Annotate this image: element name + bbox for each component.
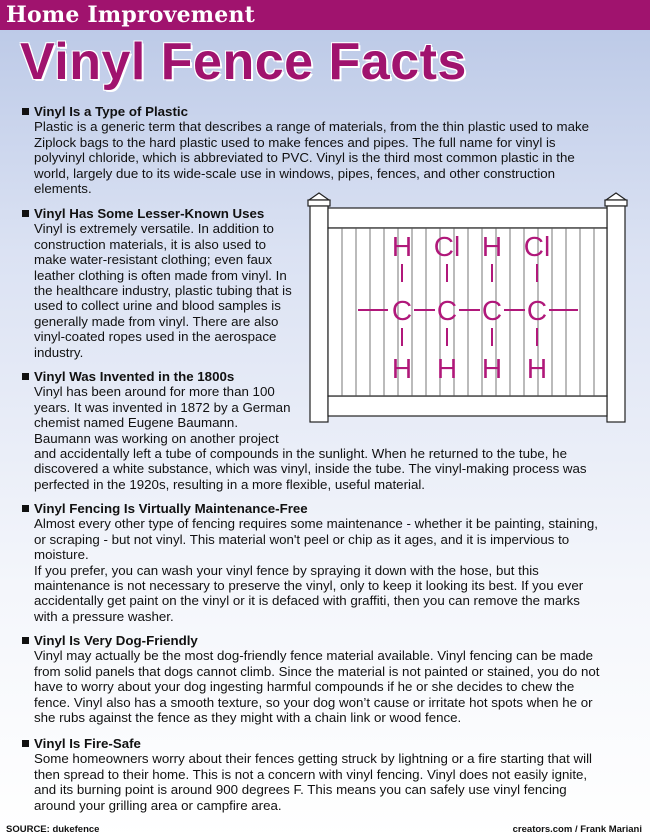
text-line: perfected in the 1920s, resulting in a more flexible, useful material.	[34, 476, 425, 492]
section-heading: Vinyl Is Very Dog-Friendly	[34, 633, 198, 648]
section-body	[22, 516, 632, 624]
section-invented	[22, 369, 632, 492]
section-body	[22, 751, 632, 813]
source-credit: SOURCE: dukefence	[6, 824, 100, 835]
section-body	[22, 648, 632, 725]
section-plastic	[22, 104, 632, 196]
bullet-icon	[22, 637, 29, 644]
molecule-atom-carbon: C	[391, 295, 413, 326]
molecule-atom-bottom: H	[391, 353, 413, 384]
molecule-atom-bottom: H	[436, 353, 458, 384]
molecule-atom-top: Cl	[523, 231, 551, 262]
text-line: have to worry about your dog ingesting harmful compounds if he or she decides to chew the	[34, 679, 575, 695]
text-line: Vinyl may actually be the most dog-friendly fence material available. Vinyl fencing can be made	[34, 648, 594, 664]
section-heading: Vinyl Is Fire-Safe	[34, 736, 141, 751]
bullet-icon	[22, 505, 29, 512]
right-post-cap-base	[605, 200, 627, 206]
section-body	[22, 221, 322, 360]
text-line: Ziplock bags to the hard plastic used to make fences and pipes. The full name for vinyl is	[34, 134, 556, 150]
molecule-atom-carbon: C	[481, 295, 503, 326]
text-line: elements.	[34, 181, 92, 197]
text-line: discovered a white substance, which was vinyl, inside the tube. The vinyl-making process was	[34, 461, 587, 477]
text-line: world, largely due to its wide-scale use in windows, pipes, fences, and other construction	[34, 165, 556, 181]
section-maintenance	[22, 501, 632, 624]
text-line: If you prefer, you can wash your vinyl fence by spraying it down with the hose, but this	[34, 562, 539, 578]
bullet-icon	[22, 740, 29, 747]
molecule-atom-bottom: H	[526, 353, 548, 384]
category-header: Home Improvement	[0, 0, 650, 30]
section-body	[22, 119, 632, 196]
top-rail	[328, 208, 607, 228]
text-line: Baumann was working on another project	[34, 430, 279, 446]
section-heading: Vinyl Is a Type of Plastic	[34, 104, 188, 119]
text-line: construction materials, it is also used to	[34, 236, 267, 252]
text-line: from solid panels that dogs cannot climb. Since the material is not painted or stained, you do not	[34, 663, 600, 679]
bullet-icon	[22, 210, 29, 217]
molecule-atom-top: Cl	[433, 231, 461, 262]
section-body	[22, 384, 632, 492]
text-line: maintenance is not necessary to preserve the vinyl, only to keep it looking its best. If you ever	[34, 578, 584, 594]
page-title: Vinyl Fence Facts	[20, 33, 467, 91]
molecule-atom-top: H	[481, 231, 503, 262]
author-credit: creators.com / Frank Mariani	[512, 824, 642, 835]
text-line: and its burning point is around 900 degrees F. This means you can safely use vinyl fencing	[34, 782, 567, 798]
text-line: vinyl-coated ropes used in the aerospace	[34, 329, 277, 345]
text-line: the healthcare industry, plastic tubing that is	[34, 283, 292, 299]
molecule-atom-top: H	[391, 231, 413, 262]
section-uses	[22, 206, 322, 360]
text-line: industry.	[34, 344, 84, 360]
section-heading: Vinyl Has Some Lesser-Known Uses	[34, 206, 265, 221]
text-line: she rubs against the fence as they might with a chain link or wood fence.	[34, 710, 462, 726]
text-line: leather clothing is often made from vinyl. In	[34, 267, 287, 283]
text-line: Plastic is a generic term that describes a range of materials, from the thin plastic used to make	[34, 119, 590, 135]
bullet-icon	[22, 108, 29, 115]
section-dog-friendly	[22, 633, 632, 725]
bullet-icon	[22, 373, 29, 380]
text-line: then spread to their home. This is not a concern with vinyl fencing. Vinyl does not easily ignite,	[34, 766, 588, 782]
text-line: years. It was invented in 1872 by a German	[34, 399, 291, 415]
molecule-atom-bottom: H	[481, 353, 503, 384]
text-line: and accidentally left a tube of compounds in the sunlight. When he returned to the tube, he	[34, 446, 567, 462]
text-line: make water-resistant clothing; even faux	[34, 252, 272, 268]
text-line: generally made from vinyl. There are also	[34, 313, 279, 329]
text-line: Some homeowners worry about their fences getting struck by lightning or a fire starting that will	[34, 751, 592, 767]
text-line: polyvinyl chloride, which is abbreviated to PVC. Vinyl is the third most common plastic in the	[34, 150, 575, 166]
text-line: moisture.	[34, 547, 89, 563]
text-line: Vinyl is extremely versatile. In addition to	[34, 221, 274, 237]
section-heading: Vinyl Fencing Is Virtually Maintenance-Free	[34, 501, 308, 516]
section-fire-safe	[22, 736, 632, 813]
text-line: used to collect urine and blood samples is	[34, 298, 281, 314]
molecule-atom-carbon: C	[526, 295, 548, 326]
text-line: around your grilling area or campfire area.	[34, 797, 282, 813]
text-line: Almost every other type of fencing requires some maintenance - whether it be painting, staining,	[34, 516, 598, 532]
text-line: Vinyl has been around for more than 100	[34, 384, 275, 400]
text-line: accidentally get paint on the vinyl or it is defaced with graffiti, then you can remove the marks	[34, 593, 580, 609]
text-line: fence. Vinyl also has a smooth texture, so your dog won’t cause or irritate hot spots when he or	[34, 694, 593, 710]
molecule-atom-carbon: C	[436, 295, 458, 326]
text-line: or scraping - but not vinyl. This material won't peel or chip as it ages, and it is impervious to	[34, 531, 570, 547]
section-heading: Vinyl Was Invented in the 1800s	[34, 369, 235, 384]
text-line: with a pressure washer.	[34, 608, 174, 624]
text-line: chemist named Eugene Baumann.	[34, 415, 239, 431]
